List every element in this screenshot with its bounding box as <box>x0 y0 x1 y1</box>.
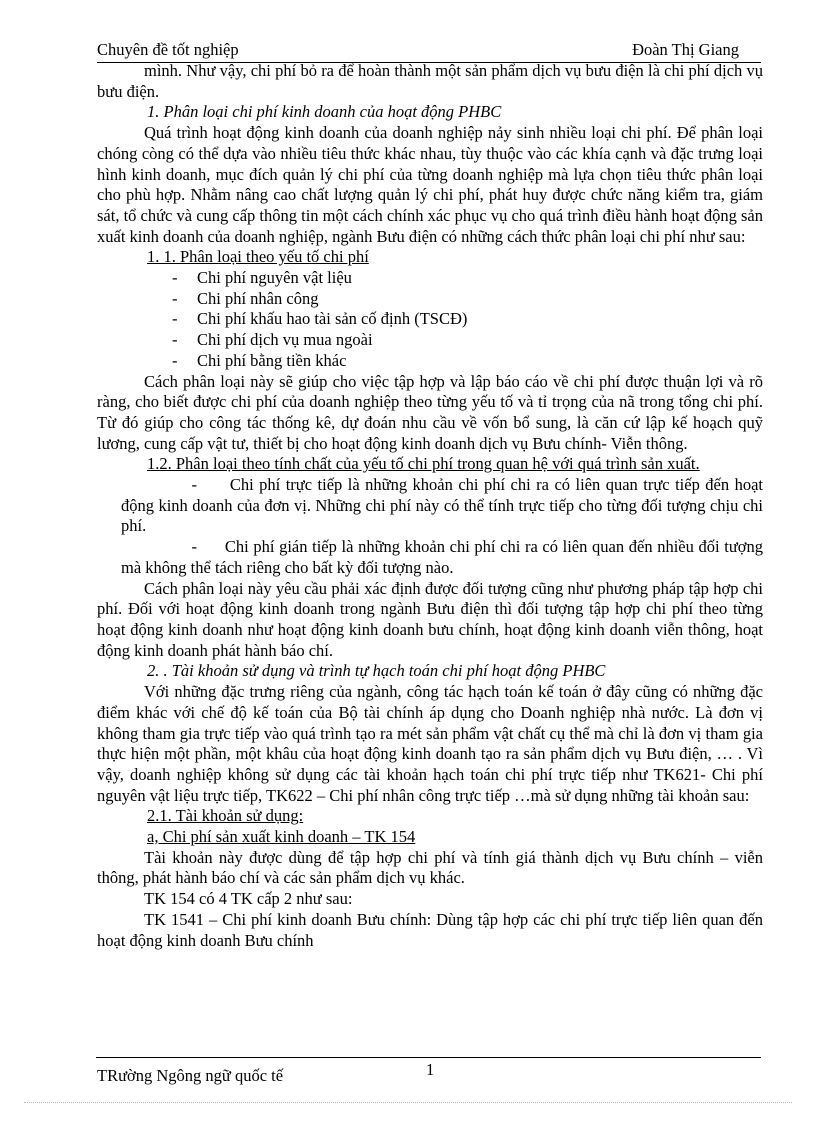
page-header <box>97 38 761 63</box>
paragraph-intro: mình. Như vậy, chi phí bỏ ra để hoàn thành một sản phẩm dịch vụ bưu điện là chi phí dịch vụ bưu điện. <box>97 61 763 101</box>
list-item <box>97 351 763 372</box>
bullet-dash: - <box>172 288 178 308</box>
subheading-1-2-text: 1.2. Phân loại theo tính chất của yếu tố chi phí trong quan hệ với quá trình sản xuất. <box>147 454 700 474</box>
subheading-2-1 <box>97 806 763 827</box>
subheading-2-1-a-text: a, Chi phí sản xuất kinh doanh – TK 154 <box>147 827 416 847</box>
list-item <box>97 309 763 330</box>
list-item-text: Chi phí dịch vụ mua ngoài <box>197 330 373 350</box>
paragraph-5: Tài khoản này được dùng để tập hợp chi phí và tính giá thành dịch vụ Bưu chính – viễn thông, phát hành báo chí và các sản phẩm dịch vụ khác. <box>97 847 763 888</box>
section-heading-2: 2. . Tài khoản sử dụng và trình tự hạch toán chi phí hoạt động PHBC <box>147 661 606 681</box>
bullet-paragraph-direct-cost <box>97 475 763 537</box>
list-item <box>97 289 763 310</box>
bullet-dash: - <box>172 309 178 329</box>
bullet-paragraph-text: Chi phí trực tiếp là những khoản chi phí chi ra có liên quan trực tiếp đến hoạt động kinh doanh của đơn vị. Những chi phí này có thể tính trực tiếp cho từng đối tượng chịu chi phí. <box>121 475 763 536</box>
paragraph-2: Cách phân loại này sẽ giúp cho việc tập hợp và lập báo cáo về chi phí được thuận lợi và rõ ràng, cho biết được chi phí của doanh nghiệp theo từng yếu tố và tỉ trọng của nã trong tổng chi phí. Từ đó giúp cho công tác thống kê, dự đoán nhu cầu về vốn bổ sung, là căn cứ lập kế hoạch quỹ lương, cung cấp vật tư, thiết bị cho hoạt động kinh doanh dịch vụ Bưu chính- Viễn thông. <box>97 371 763 453</box>
list-item <box>97 330 763 351</box>
page-break-line <box>24 1102 792 1103</box>
subheading-1-1 <box>97 247 763 268</box>
list-item-text: Chi phí bằng tiền khác <box>197 350 347 370</box>
paragraph-4: Với những đặc trưng riêng của ngành, công tác hạch toán kế toán ở đây cũng có những đặc điểm khác với chế độ kế toán của Bộ tài chính áp dụng cho Doanh nghiệp nhà nước. Là đơn vị không tham gia trực tiếp vào quá trình tạo ra mét sản phẩm vật chất cụ thể mà chỉ là đơn vị tham gia thực hiện một phần, một khâu của hoạt động kinh doanh tạo ra sản phẩm dịch vụ Bưu điện, … . Vì vậy, doanh nghiệp không sử dụng các tài khoản hạch toán chi phí trực tiếp như TK621- Chi phí nguyên vật liệu trực tiếp, TK622 – Chi phí nhân công trực tiếp …mà sử dụng những tài khoản sau: <box>97 682 763 805</box>
header-title: Chuyên đề tốt nghiệp <box>97 40 239 59</box>
footer-text: TRường Ngông ngữ quốc tế <box>97 1066 284 1085</box>
subheading-1-1-text: 1. 1. Phân loại theo yếu tố chi phí <box>147 247 369 267</box>
subheading-2-1-text: 2.1. Tài khoản sử dụng: <box>147 806 304 826</box>
bullet-paragraph-indirect-cost <box>97 537 763 578</box>
bullet-dash: - <box>191 475 197 495</box>
bullet-dash: - <box>172 350 178 370</box>
footer-divider <box>96 1057 761 1058</box>
subheading-2-1-a <box>97 827 763 848</box>
subheading-1-2 <box>97 454 763 475</box>
section-heading-1: 1. Phân loại chi phí kinh doanh của hoạt động PHBC <box>147 102 502 122</box>
paragraph-6: TK 154 có 4 TK cấp 2 như sau: <box>144 889 353 909</box>
bullet-paragraph-text: Chi phí gián tiếp là những khoản chi phí chi ra có liên quan đến nhiều đối tượng mà không thể tách riêng cho bất kỳ đối tượng nào. <box>121 537 763 577</box>
bullet-dash: - <box>172 330 178 350</box>
list-item-text: Chi phí nguyên vật liệu <box>197 268 352 288</box>
bullet-dash: - <box>172 268 178 288</box>
page-number: 1 <box>426 1060 435 1079</box>
bullet-dash: - <box>191 537 197 557</box>
header-author: Đoàn Thị Giang <box>632 40 739 59</box>
list-item-text: Chi phí khấu hao tài sản cố định (TSCĐ) <box>197 309 468 329</box>
list-item <box>97 268 763 289</box>
paragraph-7: TK 1541 – Chi phí kinh doanh Bưu chính: Dùng tập hợp các chi phí trực tiếp liên quan đến hoạt động kinh doanh Bưu chính <box>97 909 763 950</box>
paragraph-3: Cách phân loại này yêu cầu phải xác định được đối tượng cũng như phương pháp tập hợp chi phí. Đối với hoạt động kinh doanh trong ngành Bưu điện thì đối tượng tập hợp chi phí theo từng hoạt động kinh doanh như hoạt động kinh doanh bưu chính, hoạt động kinh doanh viễn thông, hoạt động kinh doanh phát hành báo chí. <box>97 578 763 660</box>
paragraph-1: Quá trình hoạt động kinh doanh của doanh nghiệp nảy sinh nhiều loại chi phí. Để phân loại chóng còng có thể dựa vào nhiều tiêu thức khác nhau, tùy thuộc vào các khía cạnh và đặc trưng loại hình kinh doanh, mục đích quản lý chi phí của từng doanh nghiệp mà lựa chọn tiêu thức phân loại cho phù hợp. Nhằm nâng cao chất lượng quản lý chi phí, phát huy được chức năng kiểm tra, giám sát, tổ chức và cung cấp thông tin một cách chính xác phục vụ cho quá trình điều hành hoạt động sản xuất kinh doanh của doanh nghiệp, ngành Bưu điện có những cách thức phân loại chi phí như sau: <box>97 123 764 246</box>
document-body <box>97 61 763 951</box>
list-item-text: Chi phí nhân công <box>197 288 319 308</box>
